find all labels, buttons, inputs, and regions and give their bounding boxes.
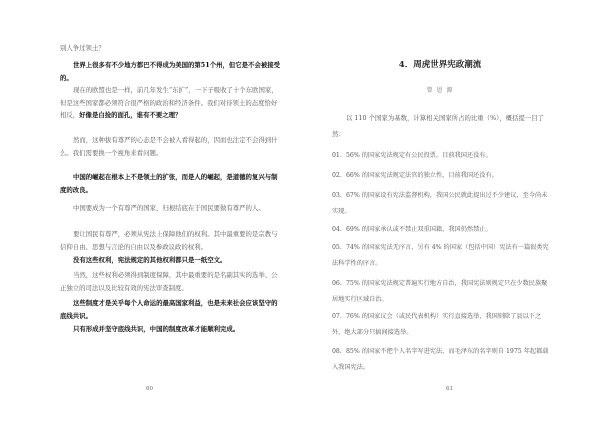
paragraph-text: 别人争过领土？: [60, 44, 105, 52]
left-paragraph: [60, 171, 280, 196]
list-item-number: 01.: [332, 152, 342, 159]
right-page-intro: 以 110 个国家为基数，计算相关国家所占的比重（%），概括提一目了然：: [332, 114, 545, 138]
list-item: [332, 188, 552, 219]
paragraph-text: 然而，这种拔有尊严的心态是不会被人看得起的，因而也注定不会得到什么。我们需要换一个视角来看问题。: [60, 136, 278, 157]
paragraph-text: 当然，这些权利必须得到制度保障，其中最重要的是名副其实的选举、公正独立的司法以及比较有效的宪法审查制度。: [60, 271, 278, 292]
right-page-number: 61: [446, 386, 453, 392]
right-page-title: 4．周虎世界宪政潮流: [398, 60, 482, 70]
list-item: [332, 240, 552, 271]
paragraph-text: 现在的欧盟也是一样，前几年发生“东扩”，一下子吸收了十个东欧国家，但是这些国家都必须符合很严格的政治和经济条件。我们对待领土的态度恰好相反，: [60, 86, 278, 119]
list-item: [332, 148, 552, 164]
paragraph-text: 世界上很多有不少地方都巴不得成为美国的第51个州，但它是不会被接受的。: [60, 61, 281, 82]
list-item-text: 67% 的国家设有宪法监督机构，我国公民就此提出过不少建议，至今尚未实现。: [332, 192, 548, 215]
left-paragraph: [60, 134, 280, 159]
list-item-text: 66% 的国家宪法规定法官的独立性，目前我国还没有。: [346, 172, 498, 179]
list-item-text: 85% 的国家不把个人名字写进宪法，而毛泽东的名字则自 1975 年起都载入我国宪法。: [332, 348, 549, 371]
paragraph-text: 中国要成为一个有尊严的国家，归根结底在于国民要做有尊严的人。: [73, 204, 265, 212]
list-item: [332, 168, 552, 184]
left-page-number: 60: [146, 386, 153, 392]
right-page-author: 曾 恩 源: [426, 87, 454, 94]
left-paragraph: [60, 42, 280, 55]
list-item-number: 02.: [332, 172, 342, 179]
paragraph-text: 中国的崛起在根本上不是领土的扩张，而是人的崛起，是道德的复兴与制度的改良。: [60, 173, 278, 194]
list-item: [332, 276, 552, 307]
list-item-text: 75% 的国家宪法规定普遍实行地方自治，我国宪法则规定只在少数民族聚居地实行区域自治。: [332, 280, 548, 303]
left-paragraph: [60, 297, 280, 322]
left-paragraph: [60, 323, 280, 336]
list-item-text: 56% 的国家宪法规定有公民投票，目前我国还没有。: [346, 152, 492, 159]
paragraph-text: 要让国民有尊严，必须从宪法上保障他们的权利。其中最重要的是宗教与信仰自由、思想与言论的自由以及参政议政的权利。: [60, 230, 278, 251]
paragraph-text: 这些制度才是关乎每个人命运的最高国家利益，也是未来社会应该坚守的底线共识。: [60, 299, 278, 320]
left-paragraph: [60, 59, 280, 84]
list-item-text: 74% 的国家宪法无序言，另有 4% 的国家（包括中国）宪法有一篇很类宪法科学性的序言。: [332, 244, 549, 267]
list-item-number: 03.: [332, 192, 342, 199]
list-item-number: 06.: [332, 280, 342, 287]
left-paragraph: [60, 254, 280, 267]
list-item-text: 69% 的国家承认或不禁止双重国籍，我国仍然禁止。: [346, 226, 492, 233]
paragraph-text: 只有形成并坚守底线共识，中国的制度改革才能顺利完成。: [73, 325, 240, 333]
list-item: [332, 222, 552, 238]
left-paragraph: [60, 228, 280, 253]
list-item-number: 07.: [332, 313, 342, 320]
left-paragraph: [60, 269, 280, 294]
list-item-text: 76% 的国家议会（或民代表机构）实行直接选举，我国则除了县以下之外，绝大部分只搞间接选举。: [332, 313, 542, 336]
list-item-number: 05.: [332, 244, 342, 251]
list-item-number: 04.: [332, 226, 342, 233]
left-paragraph: [60, 202, 280, 215]
list-item: [332, 344, 552, 375]
left-paragraph: [60, 84, 280, 122]
list-item-number: 08.: [332, 348, 342, 355]
paragraph-text: 没有这些权利，宪法规定的其他权利都只是一纸空文。: [73, 256, 227, 264]
list-item: [332, 309, 552, 340]
paragraph-bold-text: 好像是白捡的面孔，谁有不要之理？: [79, 111, 182, 119]
